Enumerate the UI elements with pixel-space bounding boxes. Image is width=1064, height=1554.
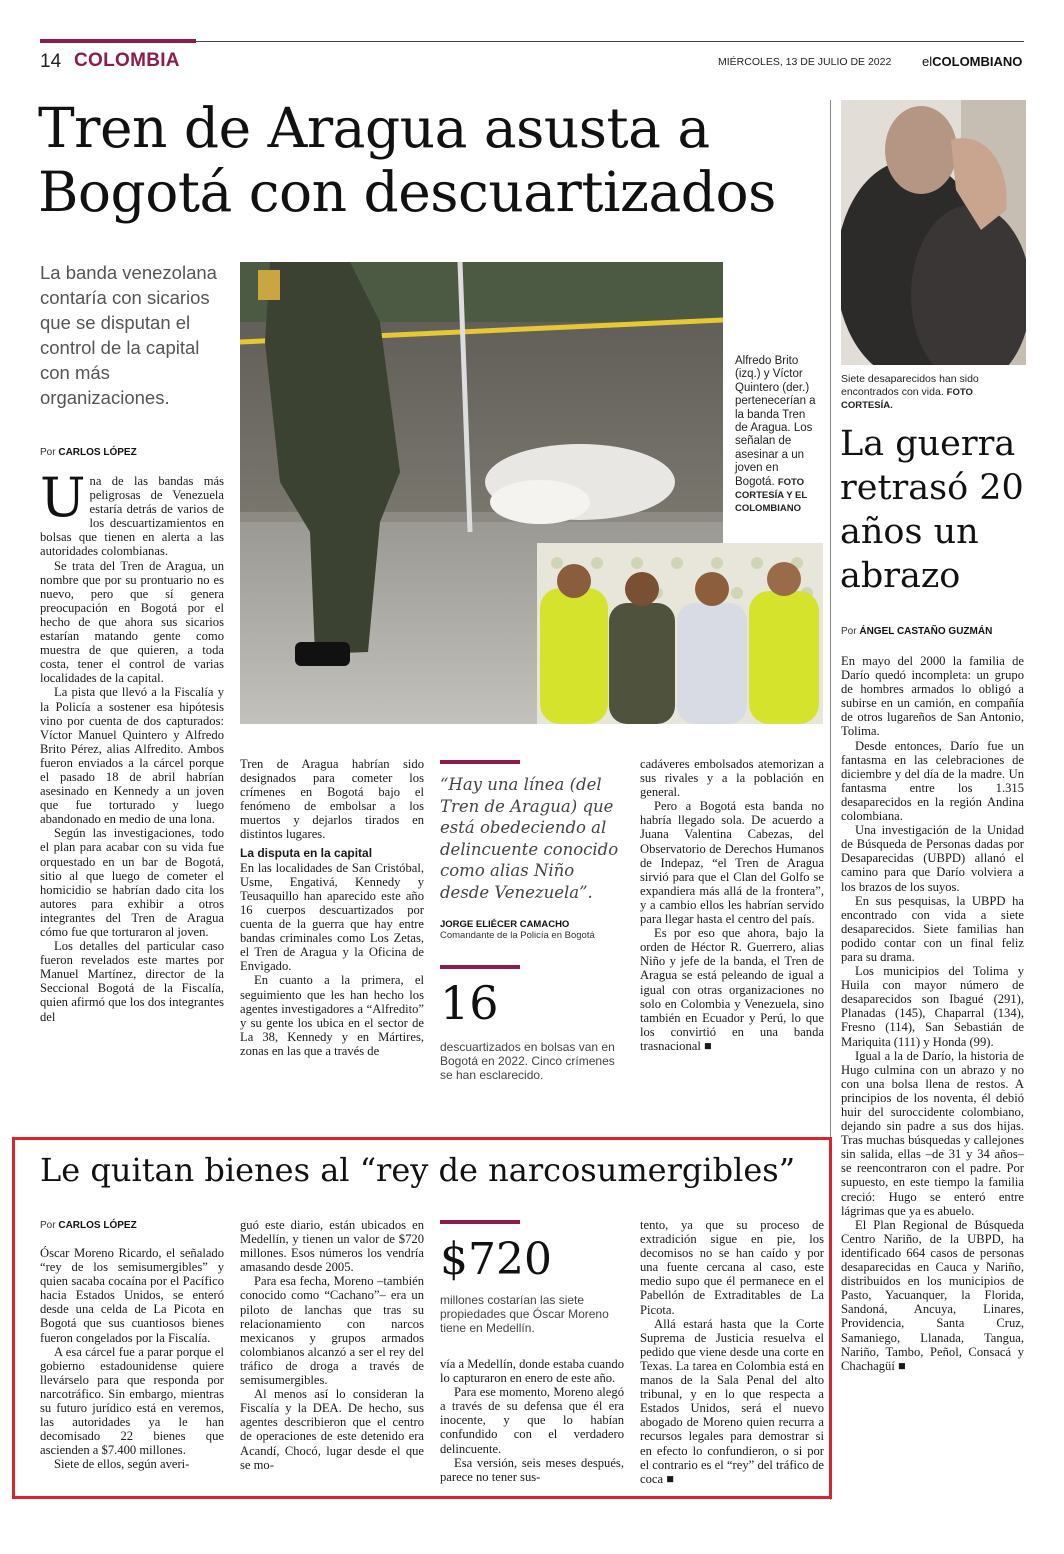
main-col2-para1: Tren de Aragua habrían sido designados para cometer los crímenes en Bogotá bajo el fenómeno de embolsar a los muertos y dejarlos tirados en distintos lugares.: [240, 757, 424, 842]
main-headline: [38, 96, 776, 224]
main-headline-line2: Bogotá con descuartizados: [38, 160, 776, 224]
main-column-2: [240, 757, 424, 1058]
sidebar-caption-text: Siete desaparecidos han sido encontrados con vida.: [841, 373, 979, 398]
bottom-col3-para2: Para ese momento, Moreno alegó a través de su defensa que él era inocente, y que lo habían confundido con el verdadero delincuente.: [440, 1385, 624, 1456]
main-col1-para5: Los detalles del particular caso fueron revelados este martes por Manuel Martínez, director de la Seccional Bogotá de la Fiscalía, quien afirmó que los dos integrantes del: [40, 939, 224, 1024]
main-col4-para2: Pero a Bogotá esta banda no habría llegado sola. De acuerdo a Juana Valentina Cabezas, del Observatorio de Derechos Humanos de Indepaz, “el Tren de Aragua sirvió para que el Clan del Golfo se expandiera más allá de la frontera”, y a cambio ellos les habrían servido para llegar hasta el centro del país.: [640, 799, 824, 927]
end-mark: ■: [704, 1038, 712, 1053]
main-col1-para2: Se trata del Tren de Aragua, un nombre que por su prontuario no es nuevo, pero que sí genera preocupación en Bogotá por el hecho de que ahora sus sicarios estarían matando gente como muestra de que quieren, a toda costa, tener el control de varias localidades de la capital.: [40, 558, 224, 686]
bottom-col2-para1: guó este diario, están ubicados en Medellín, y tienen un valor de $720 millones. Esos números los vendría amasando desde 2005.: [240, 1218, 424, 1275]
photo1-credit: FOTO CORTESÍA Y EL COLOMBIANO: [735, 476, 807, 515]
bottom-byline-author: CARLOS LÓPEZ: [58, 1220, 137, 1231]
sidebar-headline: La guerra retrasó 20 años un abrazo: [840, 424, 1024, 596]
stat-number: 16: [440, 976, 499, 1030]
bottom-col4-para2-text: Allá estará hasta que la Corte Suprema de Justicia resuelva el pedido que viene desde una corte en Texas. La tarea en Colombia está en manos de la Sala Penal del alto tribunal, y en lo que respecta a Estados Unidos, será el nuevo abogado de Moreno quien recurra a recursos legales para demostrar si en efecto lo confundieron, o si por el contrario es el “rey” del tráfico de coca: [640, 1316, 824, 1486]
bottom-headline: Le quitan bienes al “rey de narcosumergibles”: [40, 1151, 796, 1189]
sidebar-end-mark: ■: [898, 1358, 906, 1373]
embrace-photo: [841, 100, 1026, 365]
paper-logo-prefix: el: [922, 54, 933, 69]
main-col4-para3: [640, 926, 824, 1053]
embrace-illustration: [841, 100, 1026, 365]
bottom-stat-description: millones costarían las siete propiedades que Óscar Moreno tiene en Medellín.: [440, 1293, 609, 1335]
bottom-byline: [40, 1220, 137, 1231]
bottom-col3-para3: Esa versión, seis meses después, parece no tener sus-: [440, 1455, 624, 1484]
bottom-stat-accent-rule: [440, 1220, 520, 1224]
bottom-col2-para2: Para esa fecha, Moreno –también conocido como “Cachano”– era un piloto de lanchas que tras su relacionamiento con narcos mexicanos y grupos armados colombianos alcanzó a ser el rey del tráfico de droga a través de semisumergibles.: [240, 1274, 424, 1388]
main-col2-subheading: La disputa en la capital: [240, 845, 373, 860]
quote-role: Comandante de la Policía en Bogotá: [440, 930, 595, 941]
bottom-col3-para1: vía a Medellín, donde estaba cuando lo capturaron en enero de este año.: [440, 1357, 624, 1386]
sidebar-para5: Los municipios del Tolima y Huila con mayor número de desaparecidos son Ibagué (291), Planadas (145), Chaparral (134), Fresno (114), San Sebastián de Mariquita (111) y Honda (99).: [841, 964, 1024, 1049]
pull-quote: “Hay una línea (del Tren de Aragua) que está obedeciendo al delincuente conocido como alias Niño desde Venezuela”.: [440, 775, 619, 902]
main-col1-para3: La pista que llevó a la Fiscalía y la Policía a sostener esa hipótesis vino por cuenta de dos capturados: Víctor Manuel Quintero y Alfredo Brito Pérez, alias Alfredito. Ambos fueron enviados a la cárcel porque el pasado 18 de abril habrían asesinado en Kennedy a un joven que fue torturado y luego abandonado en medio de una lona.: [40, 685, 224, 827]
byline-author: CARLOS LÓPEZ: [58, 447, 137, 458]
bottom-byline-prefix: Por: [40, 1220, 56, 1231]
main-col4-para3-text: Es por eso que ahora, bajo la orden de Héctor R. Guerrero, alias Niño y jefe de la banda, el Tren de Aragua se está peleando de igual a igual con otras organizaciones no solo en Colombia y Venezuela, sino también en Ecuador y Perú, lo que los convirtió en una banda trasnacional: [640, 926, 824, 1053]
bottom-col1-para3: Siete de ellos, según averi-: [54, 1457, 190, 1472]
stat-description: descuartizados en bolsas van en Bogotá en 2022. Cinco crímenes se han esclarecido.: [440, 1040, 615, 1082]
issue-date: MIÉRCOLES, 13 DE JULIO DE 2022: [718, 56, 892, 68]
sidebar-para7: [841, 1218, 1024, 1373]
main-byline: [40, 447, 137, 458]
sidebar-para4: En sus pesquisas, la UBPD ha encontrado con vida a siete desaparecidos. Siete familias han podido contar con un final feliz para su drama.: [841, 893, 1024, 964]
main-column-4: [640, 757, 824, 1053]
photo1-caption: [735, 355, 819, 516]
main-col4-para1: cadáveres embolsados atemorizan a sus rivales y a la población en general.: [640, 757, 824, 800]
sidebar-para7-text: El Plan Regional de Búsqueda Centro Nariño, de la UBPD, ha identificado 664 casos de personas desaparecidas en Cauca y Nariño, distribuidos en los municipios de Pasto, Yacuanquer, la Florida, Sandoná, Ancuya, Linares, Providencia, Santa Cruz, Samaniego, Llanada, Tangua, Nariño, Tambo, Peñol, Consacá y Chachagüí: [841, 1217, 1024, 1373]
main-deck: La banda venezolana contaría con sicarios que se disputan el control de la capital con más organizaciones.: [40, 262, 217, 408]
quote-author: JORGE ELIÉCER CAMACHO: [440, 919, 570, 930]
bottom-col4-para2: [640, 1317, 824, 1486]
sidebar-column: [841, 654, 1024, 1373]
sidebar-byline-author: ÁNGEL CASTAÑO GUZMÁN: [859, 626, 993, 637]
sidebar-para3: Una investigación de la Unidad de Búsqueda de Personas dadas por Desaparecidas (UBPD) allanó el camino para que Darío volviera a los brazos de los suyos.: [841, 823, 1024, 894]
main-headline-line1: Tren de Aragua asusta a: [38, 96, 710, 160]
bottom-col2-para3: Al menos así lo consideran la Fiscalía y la DEA. De hecho, sus agentes describieron que el centro de operaciones de este detenido era Acandí, Chocó, lugar desde el que se mo-: [240, 1387, 424, 1472]
main-col1-para4: Según las investigaciones, todo el plan para acabar con su vida fue orquestado en un bar de Bogotá, sitio al que luego de cometer el homicidio se habrían dado cita los autores para exhibir a otros integrantes del Tren de Aragua cómo fue que torturaron al joven.: [40, 826, 224, 939]
bottom-column-1: [40, 1246, 224, 1472]
bottom-column-4: [640, 1218, 824, 1486]
main-col1-para1: [40, 466, 224, 559]
bottom-column-2: [240, 1218, 424, 1472]
quote-accent-rule: [440, 760, 520, 764]
main-col2-para2: En las localidades de San Cristóbal, Usme, Engativá, Kennedy y Teusaquillo han aparecido este año 16 cuerpos descuartizados por cuenta de la guerra que hay entre bandas criminales como Los Zetas, el Tren de Aragua y la Oficina de Envigado.: [240, 860, 424, 974]
bottom-col4-para1: tento, ya que su proceso de extradición sigue en pie, los decomisos no se han caído y por una fuente cercana al caso, este medio supo que él permanece en el Pabellón de Extraditables de La Picota.: [640, 1218, 824, 1317]
sidebar-photo-credit: FOTO CORTESÍA.: [841, 387, 973, 411]
page-number: 14: [40, 51, 62, 72]
main-col2-para3: En cuanto a la primera, el seguimiento que les han hecho los agentes investigadores a “Alfredito” y su gente los ubica en el sector de La 38, Kennedy y en Mártires, zonas en las que a través de: [240, 973, 424, 1058]
suspects-illustration: [537, 543, 823, 724]
byline-prefix: Por: [40, 447, 56, 458]
section-name: COLOMBIA: [74, 50, 180, 71]
paper-logo-name: COLOMBIANO: [932, 54, 1023, 69]
sidebar-byline: [841, 626, 992, 637]
sidebar-para2: Desde entonces, Darío fue un fantasma en las celebraciones de diciembre y del día de la madre. Un fantasma entre los 1.315 desaparecidos en la región Andina colombiana.: [841, 738, 1024, 824]
main-column-1: [40, 466, 224, 1024]
header-top-rule: [196, 41, 1024, 42]
bottom-col1-para1: Óscar Moreno Ricardo, el señalado “rey de los semisumergibles” y quien sacaba cocaína por el Pacífico hacia Estados Unidos, se enteró desde una celda de La Picota en Bogotá que sus cuantiosos bienes fueron congelados por la Fiscalía.: [40, 1246, 224, 1345]
sidebar-para6: Igual a la de Darío, la historia de Hugo culmina con un abrazo y no con una bolsa llena de restos. A principios de los noventa, él debió huir del suroccidente colombiano, dejando sin padre a sus dos hijas. Tras muchas búsquedas y callejones sin salida, ellas –de 31 y 34 años– se reencontraron con el padre. Por supuesto, en este tiempo la familia creció: Hugo se enteró entre lágrimas que ya es abuelo.: [841, 1048, 1024, 1218]
sidebar-byline-prefix: Por: [841, 626, 857, 637]
stat-accent-rule: [440, 965, 520, 969]
bottom-stat-number: $720: [440, 1234, 552, 1285]
photo1-caption-text: Alfredo Brito (izq.) y Víctor Quintero (der.) pertenecerían a la banda Tren de Aragua. Los señalan de asesinar a un joven en Bogotá.: [735, 355, 816, 488]
main-col1-para1-text: na de las bandas más peligrosas de Venezuela estaría detrás de varios de los descuartizamientos en bolsas que tienen en alerta a las autoridades colombianas.: [40, 474, 224, 559]
bottom-col1-para2: A esa cárcel fue a parar porque el gobierno estadounidense quiere llevárselo para que responda por narcotráfico. Sin embargo, mientras su futuro jurídico está en veremos, las autoridades ya le han decomisado 22 bienes que ascienden a $7.400 millones.: [40, 1344, 224, 1458]
captured-suspects-photo: [537, 543, 823, 724]
paper-logo: [922, 54, 1022, 69]
bottom-column-3: [440, 1357, 624, 1484]
sidebar-para1: En mayo del 2000 la familia de Darío quedó incompleta: un grupo de hombres armados lo obligó a subirse en un camión, en compañía de otros lugareños de San Antonio, Tolima.: [841, 654, 1024, 739]
bottom-end-mark: ■: [666, 1471, 674, 1486]
dropcap: U: [40, 466, 86, 529]
sidebar-photo-caption: [841, 373, 1026, 412]
header-top-accent: [40, 39, 196, 43]
